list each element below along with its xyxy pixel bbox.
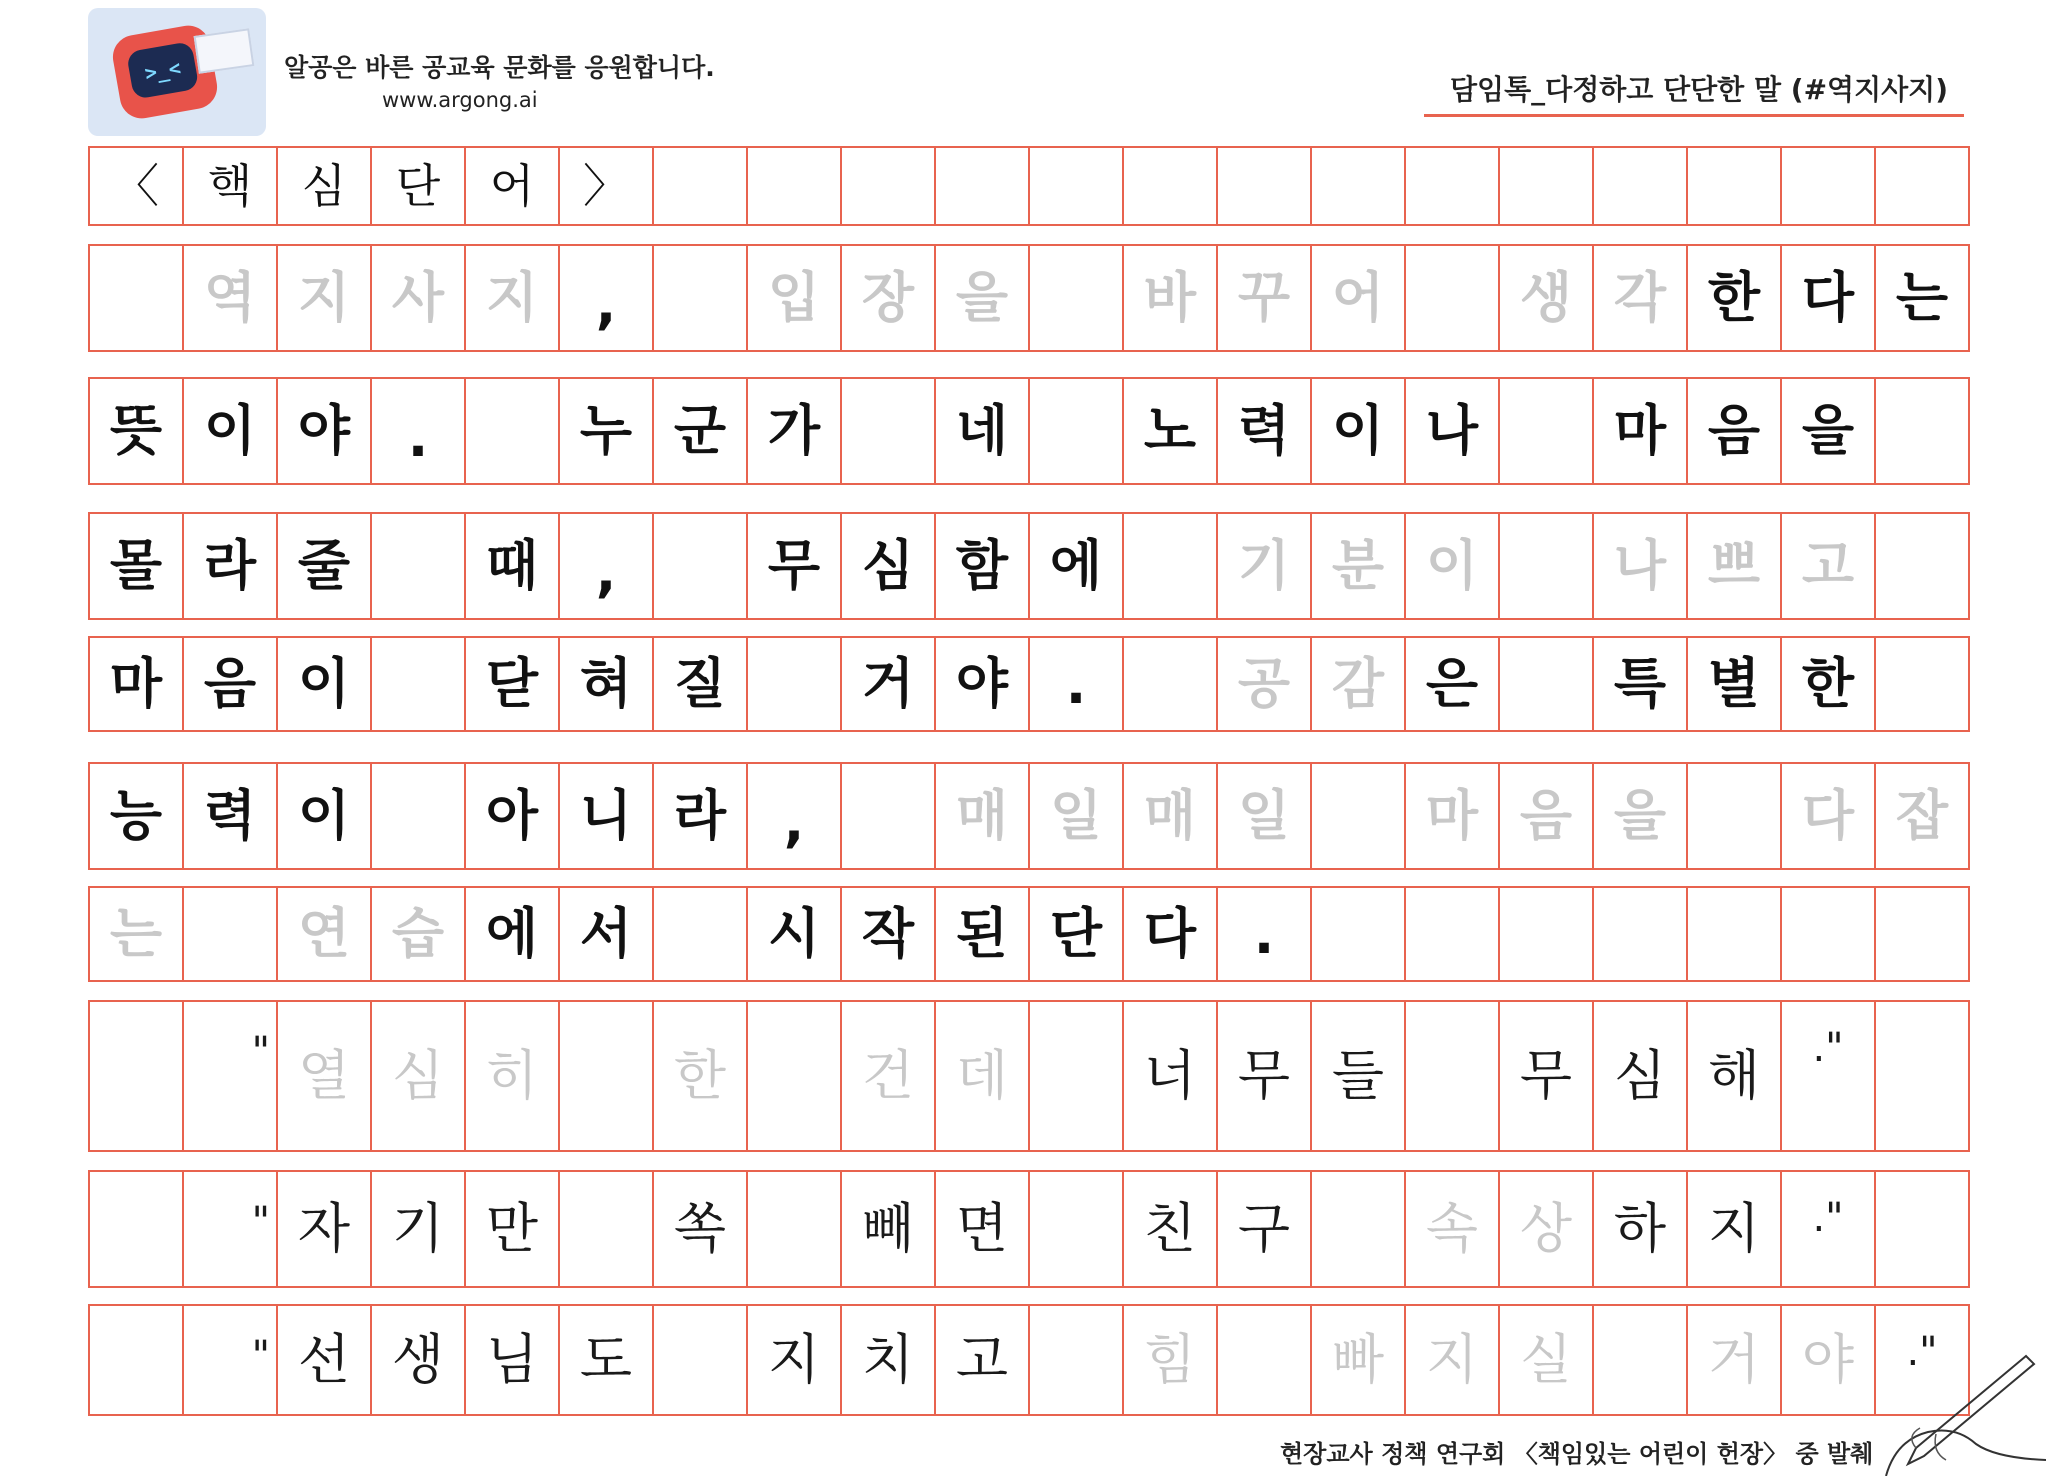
grid-cell: 된 (936, 888, 1030, 980)
grid-cell: 혀 (560, 638, 654, 730)
robot-face: >_< (126, 41, 199, 100)
grid-cell (1312, 148, 1406, 224)
grid-row (88, 1170, 1970, 1288)
grid-cell (1124, 638, 1218, 730)
grid-row (88, 636, 1970, 732)
grid-cell: 질 (654, 638, 748, 730)
grid-cell: 히 (466, 1002, 560, 1150)
grid-cell (1030, 1002, 1124, 1150)
grid-cell: 감 (1312, 638, 1406, 730)
grid-cell: 에 (466, 888, 560, 980)
grid-cell: 무 (1500, 1002, 1594, 1150)
grid-cell (842, 764, 936, 868)
grid-cell (1594, 148, 1688, 224)
grid-cell: " (184, 1172, 278, 1286)
grid-cell: 〉 (560, 148, 654, 224)
grid-cell: 분 (1312, 514, 1406, 618)
grid-cell (560, 1002, 654, 1150)
grid-cell: 음 (184, 638, 278, 730)
argong-logo (88, 8, 266, 136)
grid-cell: 각 (1594, 246, 1688, 350)
grid-cell (654, 148, 748, 224)
grid-cell (1218, 148, 1312, 224)
grid-cell: 고 (936, 1306, 1030, 1414)
grid-cell (1876, 514, 1970, 618)
grid-cell: 을 (1782, 379, 1876, 483)
grid-cell (1406, 888, 1500, 980)
grid-row (88, 1304, 1970, 1416)
grid-cell (1124, 514, 1218, 618)
grid-cell: 습 (372, 888, 466, 980)
grid-cell: 생 (1500, 246, 1594, 350)
hand-writing-icon (1856, 1348, 2046, 1476)
grid-cell: 력 (184, 764, 278, 868)
grid-cell: 이 (1406, 514, 1500, 618)
grid-cell: 쁘 (1688, 514, 1782, 618)
grid-cell: 심 (278, 148, 372, 224)
grid-cell: 심 (372, 1002, 466, 1150)
grid-cell: " (184, 1306, 278, 1414)
grid-cell: 몰 (90, 514, 184, 618)
grid-cell: 자 (278, 1172, 372, 1286)
grid-cell: 마 (90, 638, 184, 730)
grid-cell: 라 (654, 764, 748, 868)
grid-cell: 생 (372, 1306, 466, 1414)
grid-cell (654, 1306, 748, 1414)
grid-cell: 이 (184, 379, 278, 483)
grid-cell: 지 (1406, 1306, 1500, 1414)
grid-cell: 기 (1218, 514, 1312, 618)
grid-cell: 네 (936, 379, 1030, 483)
grid-cell (842, 148, 936, 224)
grid-cell: 시 (748, 888, 842, 980)
grid-cell: 건 (842, 1002, 936, 1150)
grid-cell (1594, 888, 1688, 980)
grid-cell: 노 (1124, 379, 1218, 483)
grid-row (88, 762, 1970, 870)
grid-cell: ." (1782, 1002, 1876, 1150)
grid-cell: 어 (466, 148, 560, 224)
grid-cell: . (1218, 888, 1312, 980)
grid-row (88, 512, 1970, 620)
grid-cell (1688, 888, 1782, 980)
grid-cell: 하 (1594, 1172, 1688, 1286)
grid-cell (90, 1002, 184, 1150)
grid-cell (90, 246, 184, 350)
grid-cell: 누 (560, 379, 654, 483)
grid-cell (842, 379, 936, 483)
grid-cell: 은 (1406, 638, 1500, 730)
grid-cell (1500, 148, 1594, 224)
grid-cell: 면 (936, 1172, 1030, 1286)
grid-cell: 지 (1688, 1172, 1782, 1286)
grid-cell: 어 (1312, 246, 1406, 350)
grid-cell (1782, 888, 1876, 980)
grid-cell (1124, 148, 1218, 224)
grid-cell: 이 (278, 638, 372, 730)
grid-cell: 이 (278, 764, 372, 868)
grid-cell: ." (1782, 1172, 1876, 1286)
grid-cell: 장 (842, 246, 936, 350)
grid-row (88, 886, 1970, 982)
grid-cell (1876, 1172, 1970, 1286)
grid-cell: 때 (466, 514, 560, 618)
grid-cell: 단 (372, 148, 466, 224)
grid-cell: 연 (278, 888, 372, 980)
title-underline (1424, 114, 1964, 117)
grid-cell: 해 (1688, 1002, 1782, 1150)
grid-cell (372, 514, 466, 618)
grid-cell: 지 (466, 246, 560, 350)
grid-cell: 능 (90, 764, 184, 868)
grid-cell: 다 (1124, 888, 1218, 980)
grid-cell: 니 (560, 764, 654, 868)
grid-cell: 도 (560, 1306, 654, 1414)
grid-cell (1030, 1172, 1124, 1286)
grid-cell: 다 (1782, 764, 1876, 868)
grid-cell: 기 (372, 1172, 466, 1286)
grid-cell (654, 246, 748, 350)
grid-cell: 데 (936, 1002, 1030, 1150)
grid-cell: 마 (1406, 764, 1500, 868)
grid-cell: 야 (278, 379, 372, 483)
website-url: www.argong.ai (382, 88, 538, 112)
grid-cell: 나 (1406, 379, 1500, 483)
grid-cell (1688, 764, 1782, 868)
grid-cell: 한 (1782, 638, 1876, 730)
grid-cell: 바 (1124, 246, 1218, 350)
grid-cell: 힘 (1124, 1306, 1218, 1414)
grid-row (88, 1000, 1970, 1152)
worksheet-title: 담임톡_다정하고 단단한 말 (#역지사지) (1450, 73, 1949, 106)
grid-cell: 무 (748, 514, 842, 618)
grid-cell (1218, 1306, 1312, 1414)
grid-cell: 나 (1594, 514, 1688, 618)
grid-cell: . (1030, 638, 1124, 730)
grid-cell (1500, 379, 1594, 483)
grid-cell (654, 514, 748, 618)
grid-cell: 꾸 (1218, 246, 1312, 350)
grid-cell: " (184, 1002, 278, 1150)
grid-cell (1876, 888, 1970, 980)
grid-cell (1782, 148, 1876, 224)
grid-cell (90, 1306, 184, 1414)
grid-cell: 잡 (1876, 764, 1970, 868)
grid-cell: 열 (278, 1002, 372, 1150)
grid-cell: 력 (1218, 379, 1312, 483)
grid-cell: 만 (466, 1172, 560, 1286)
grid-cell: 님 (466, 1306, 560, 1414)
grid-cell (560, 1172, 654, 1286)
grid-cell (1876, 148, 1970, 224)
grid-cell (1876, 379, 1970, 483)
grid-cell (748, 638, 842, 730)
grid-cell: 쏙 (654, 1172, 748, 1286)
grid-cell: . (372, 379, 466, 483)
grid-cell (748, 148, 842, 224)
grid-cell: 지 (278, 246, 372, 350)
grid-cell: 역 (184, 246, 278, 350)
grid-cell: 상 (1500, 1172, 1594, 1286)
grid-cell: 입 (748, 246, 842, 350)
grid-cell: 을 (936, 246, 1030, 350)
grid-cell: 특 (1594, 638, 1688, 730)
grid-cell (1594, 1306, 1688, 1414)
grid-row (88, 377, 1970, 485)
grid-cell: 뜻 (90, 379, 184, 483)
grid-cell (1030, 148, 1124, 224)
grid-cell: 심 (1594, 1002, 1688, 1150)
grid-cell: 음 (1688, 379, 1782, 483)
grid-cell: 에 (1030, 514, 1124, 618)
grid-cell: 거 (1688, 1306, 1782, 1414)
grid-cell: 이 (1312, 379, 1406, 483)
grid-cell (1312, 1172, 1406, 1286)
grid-cell: 가 (748, 379, 842, 483)
grid-cell: 야 (936, 638, 1030, 730)
grid-cell (90, 1172, 184, 1286)
grid-cell (466, 379, 560, 483)
source-note: 현장교사 정책 연구회 〈책임있는 어린이 헌장〉 중 발췌 (1280, 1440, 1874, 1468)
grid-cell (1406, 1002, 1500, 1150)
grid-cell: 는 (1876, 246, 1970, 350)
grid-cell (1030, 1306, 1124, 1414)
tagline: 알공은 바른 공교육 문화를 응원합니다. (284, 53, 715, 82)
grid-cell: 심 (842, 514, 936, 618)
grid-cell (1500, 514, 1594, 618)
grid-cell: 핵 (184, 148, 278, 224)
grid-cell: 구 (1218, 1172, 1312, 1286)
grid-cell (1406, 148, 1500, 224)
grid-cell: 군 (654, 379, 748, 483)
grid-cell: 아 (466, 764, 560, 868)
grid-cell: 지 (748, 1306, 842, 1414)
grid-cell: 별 (1688, 638, 1782, 730)
grid-cell: 공 (1218, 638, 1312, 730)
grid-cell: 빼 (842, 1172, 936, 1286)
grid-cell: 거 (842, 638, 936, 730)
grid-row (88, 146, 1970, 226)
grid-cell (748, 1172, 842, 1286)
grid-cell (1876, 638, 1970, 730)
grid-cell: 일 (1030, 764, 1124, 868)
grid-cell (372, 638, 466, 730)
grid-cell: 서 (560, 888, 654, 980)
grid-cell: 속 (1406, 1172, 1500, 1286)
grid-cell: 마 (1594, 379, 1688, 483)
grid-cell: 일 (1218, 764, 1312, 868)
grid-cell: 치 (842, 1306, 936, 1414)
grid-cell: 〈 (90, 148, 184, 224)
grid-cell: 단 (1030, 888, 1124, 980)
grid-cell: 닫 (466, 638, 560, 730)
grid-cell: 매 (1124, 764, 1218, 868)
grid-cell (1030, 379, 1124, 483)
grid-cell: 함 (936, 514, 1030, 618)
grid-cell: 야 (1782, 1306, 1876, 1414)
grid-cell: 친 (1124, 1172, 1218, 1286)
grid-cell (1688, 148, 1782, 224)
grid-cell: 한 (1688, 246, 1782, 350)
grid-cell: 라 (184, 514, 278, 618)
grid-cell (1030, 246, 1124, 350)
grid-cell (1500, 638, 1594, 730)
grid-cell: ." (1876, 1306, 1970, 1414)
grid-cell (748, 1002, 842, 1150)
grid-cell (1312, 764, 1406, 868)
grid-cell: 한 (654, 1002, 748, 1150)
grid-cell: 매 (936, 764, 1030, 868)
grid-cell: 들 (1312, 1002, 1406, 1150)
grid-cell: 선 (278, 1306, 372, 1414)
grid-cell: 을 (1594, 764, 1688, 868)
grid-cell (1406, 246, 1500, 350)
grid-cell: , (748, 764, 842, 868)
grid-cell: 다 (1782, 246, 1876, 350)
grid-row (88, 244, 1970, 352)
grid-cell (1876, 1002, 1970, 1150)
grid-cell: 빠 (1312, 1306, 1406, 1414)
grid-cell: 사 (372, 246, 466, 350)
grid-cell: 무 (1218, 1002, 1312, 1150)
grid-cell (1500, 888, 1594, 980)
grid-cell: , (560, 514, 654, 618)
grid-cell (654, 888, 748, 980)
grid-cell: 음 (1500, 764, 1594, 868)
grid-cell: 는 (90, 888, 184, 980)
grid-cell: 너 (1124, 1002, 1218, 1150)
grid-cell (372, 764, 466, 868)
envelope-icon (194, 28, 255, 73)
grid-cell: 실 (1500, 1306, 1594, 1414)
grid-cell: 작 (842, 888, 936, 980)
grid-cell: 줄 (278, 514, 372, 618)
grid-cell: 고 (1782, 514, 1876, 618)
grid-cell: , (560, 246, 654, 350)
grid-cell (936, 148, 1030, 224)
grid-cell (184, 888, 278, 980)
grid-cell (1312, 888, 1406, 980)
